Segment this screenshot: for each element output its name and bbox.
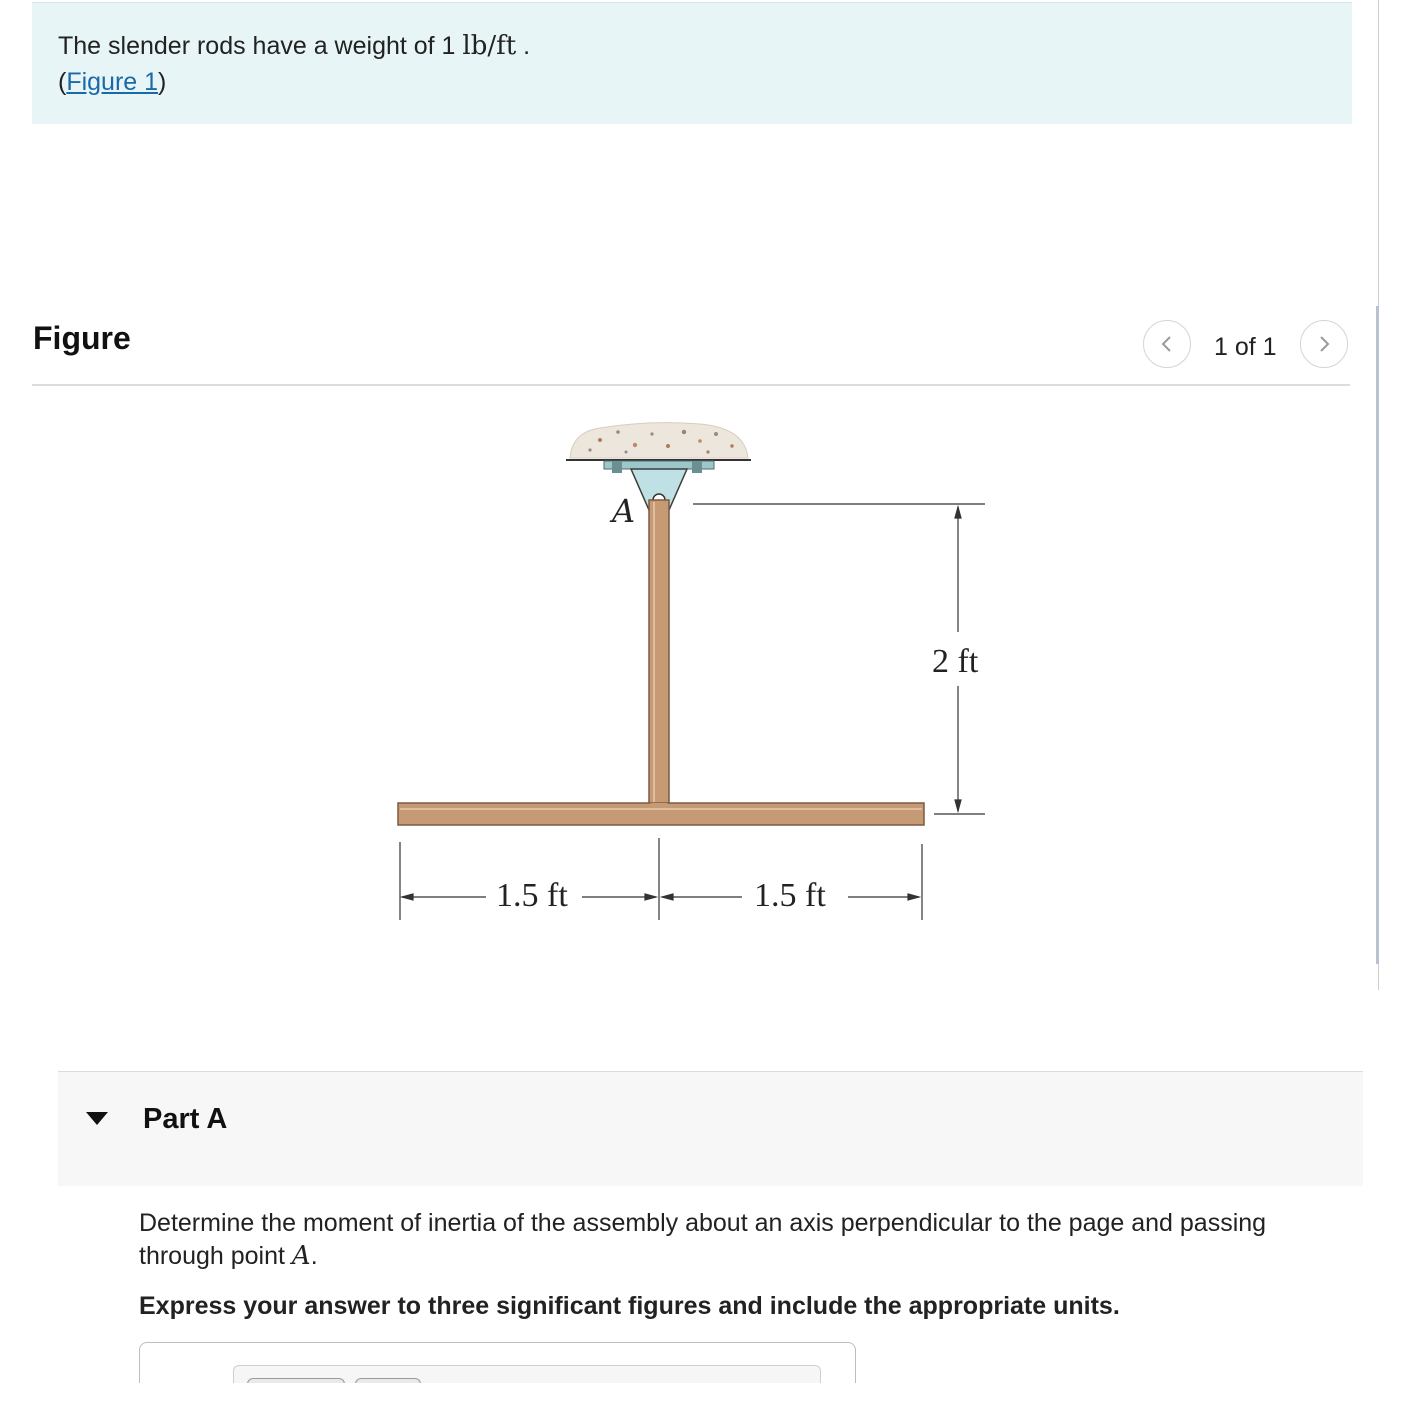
vertical-rod xyxy=(649,500,669,805)
height-label: 2 ft xyxy=(932,643,979,680)
figure-link[interactable]: Figure 1 xyxy=(66,68,159,96)
span-dimensions xyxy=(400,838,922,920)
question-text xyxy=(139,1207,1339,1273)
intro-text-before: The slender rods have a weight of 1 xyxy=(58,32,463,60)
figure-counter: 1 of 1 xyxy=(1214,333,1277,361)
paren-open: ( xyxy=(58,68,67,96)
question-text-body: Determine the moment of inertia of the assembly about an axis perpendicular to the page and passing through point xyxy=(139,1209,1267,1270)
intro-text-after: . xyxy=(516,32,531,60)
paren-close: ) xyxy=(158,68,167,96)
viewport-cutoff xyxy=(0,1383,1406,1406)
question-point: A xyxy=(291,1241,311,1271)
question-end: . xyxy=(310,1242,318,1270)
ceiling-support xyxy=(566,423,751,460)
left-span-label: 1.5 ft xyxy=(496,877,568,914)
right-span-label: 1.5 ft xyxy=(754,877,826,914)
part-a-title[interactable]: Part A xyxy=(143,1103,228,1135)
collapse-caret-icon[interactable] xyxy=(86,1112,108,1125)
weight-unit: lb/ft xyxy=(462,31,517,61)
answer-instruction: Express your answer to three significant figures and include the appropriate units. xyxy=(139,1292,1120,1320)
figure-heading: Figure xyxy=(33,320,131,356)
point-a-label: A xyxy=(612,492,636,530)
part-a-header[interactable] xyxy=(58,1071,1363,1186)
